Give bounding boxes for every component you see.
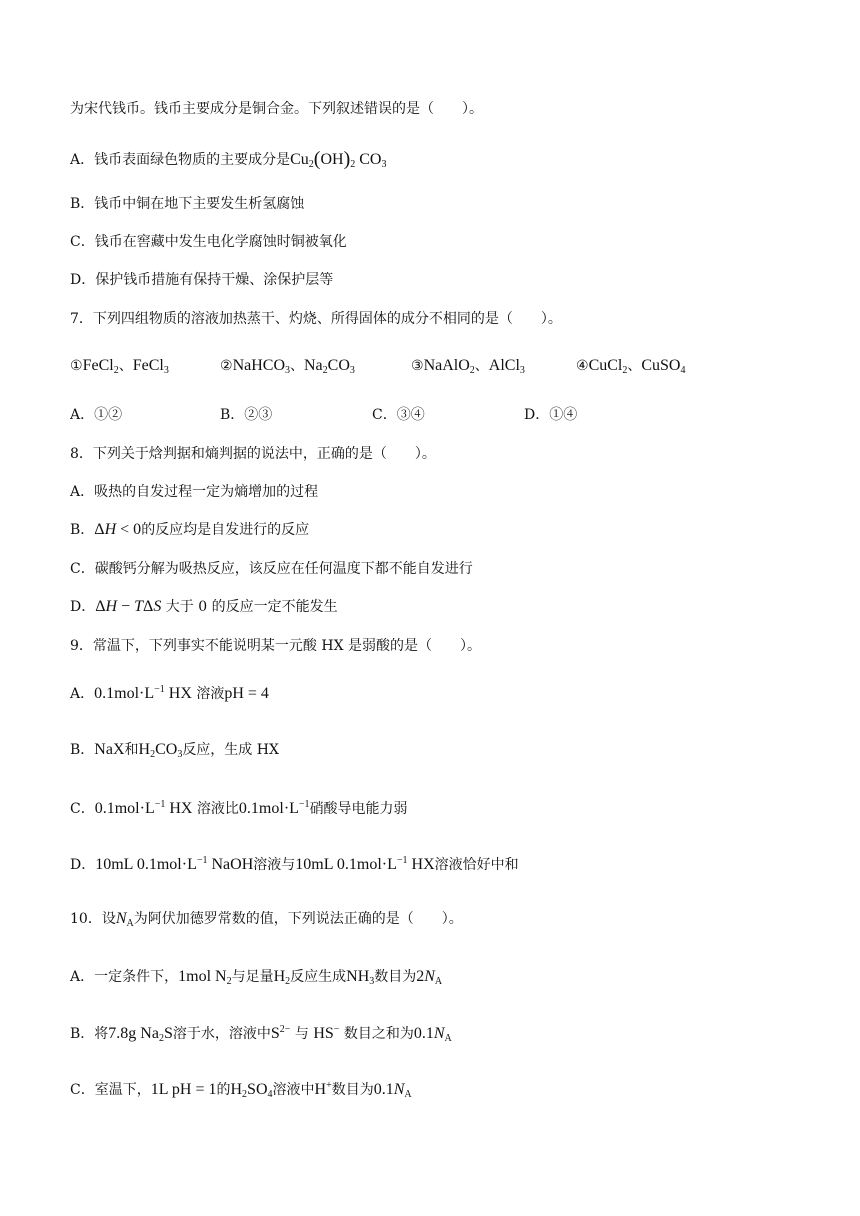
- q7-option-c: C．③④: [372, 407, 425, 423]
- q7-option-d: D．①④: [524, 407, 578, 423]
- q7-option-b: B．②③: [220, 407, 273, 423]
- q10-stem: 10．设$N_A$为阿伏加德罗常数的值，下列说法正确的是（ ）。: [70, 910, 463, 929]
- q7-groups: [70, 356, 770, 378]
- q7-group-3: ③NaAlO$_2$、AlCl$_3$: [411, 357, 525, 376]
- q9-option-a: A．$0.1mol\cdot L^{-1}$ HX 溶液pH = 4: [70, 684, 269, 702]
- q10-option-c: C．室温下，1L pH = 1的$H_2SO_4$溶液中H+数目为$0.1N_A$: [70, 1080, 412, 1100]
- q7-options: [70, 405, 770, 425]
- q8-option-a: A．吸热的自发过程一定为熵增加的过程: [70, 484, 319, 500]
- q10-option-b: B．将7.8g $Na_2S$溶于水，溶液中$S^{2-}$ 与 HS− 数目之和为$0.1N_A$: [70, 1024, 452, 1044]
- q8-option-b: B．ΔH < 0的反应均是自发进行的反应: [70, 521, 310, 538]
- q9-stem: 9．常温下，下列事实不能说明某一元酸 HX 是弱酸的是（ ）。: [70, 638, 481, 654]
- q8-stem: 8．下列关于焓判据和熵判据的说法中，正确的是（ ）。: [70, 446, 436, 462]
- q9-option-d: D．10mL $0.1mol\cdot L^{-1}$ NaOH溶液与10mL $0.1mol\cdot L^{-1}$ HX溶液恰好中和: [70, 855, 519, 873]
- q7-group-4: ④CuCl$_2$、CuSO$_4$: [576, 357, 686, 376]
- q7-option-a: A．①②: [70, 407, 123, 423]
- q8-option-c: C．碳酸钙分解为吸热反应，该反应在任何温度下都不能自发进行: [70, 561, 473, 577]
- q6-option-b: B．钱币中铜在地下主要发生析氢腐蚀: [70, 196, 305, 212]
- q6-a-formula: $Cu_2(OH)_2$ $CO_3$: [290, 148, 387, 170]
- q6-stem: 为宋代钱币。钱币主要成分是铜合金。下列叙述错误的是（ ）。: [70, 101, 483, 117]
- q6-option-d: D．保护钱币措施有保持干燥、涂保护层等: [70, 272, 334, 288]
- q7-stem: 7．下列四组物质的溶液加热蒸干、灼烧、所得固体的成分不相同的是（ ）。: [70, 311, 562, 327]
- q10-option-a: A．一定条件下，1mol $N_2$与足量$H_2$反应生成$NH_3$数目为$2N_A$: [70, 968, 443, 987]
- q8-option-d: D．ΔH − TΔS 大于 0 的反应一定不能发生: [70, 598, 338, 615]
- q9-option-c: C．$0.1mol\cdot L^{-1}$ HX 溶液比$0.1mol\cdot L^{-1}$硝酸导电能力弱: [70, 799, 408, 817]
- q6-option-c: C．钱币在窖藏中发生电化学腐蚀时铜被氧化: [70, 234, 347, 250]
- q7-group-1: ①FeCl$_2$、FeCl$_3$: [70, 357, 169, 376]
- q7-group-2: ②NaHCO$_3$、$Na_2CO_3$: [220, 357, 355, 376]
- q6-option-a: A．钱币表面绿色物质的主要成分是$Cu_2(OH)_2$ $CO_3$: [70, 148, 387, 170]
- q9-option-b: B．NaX和$H_2CO_3$反应，生成 HX: [70, 741, 279, 760]
